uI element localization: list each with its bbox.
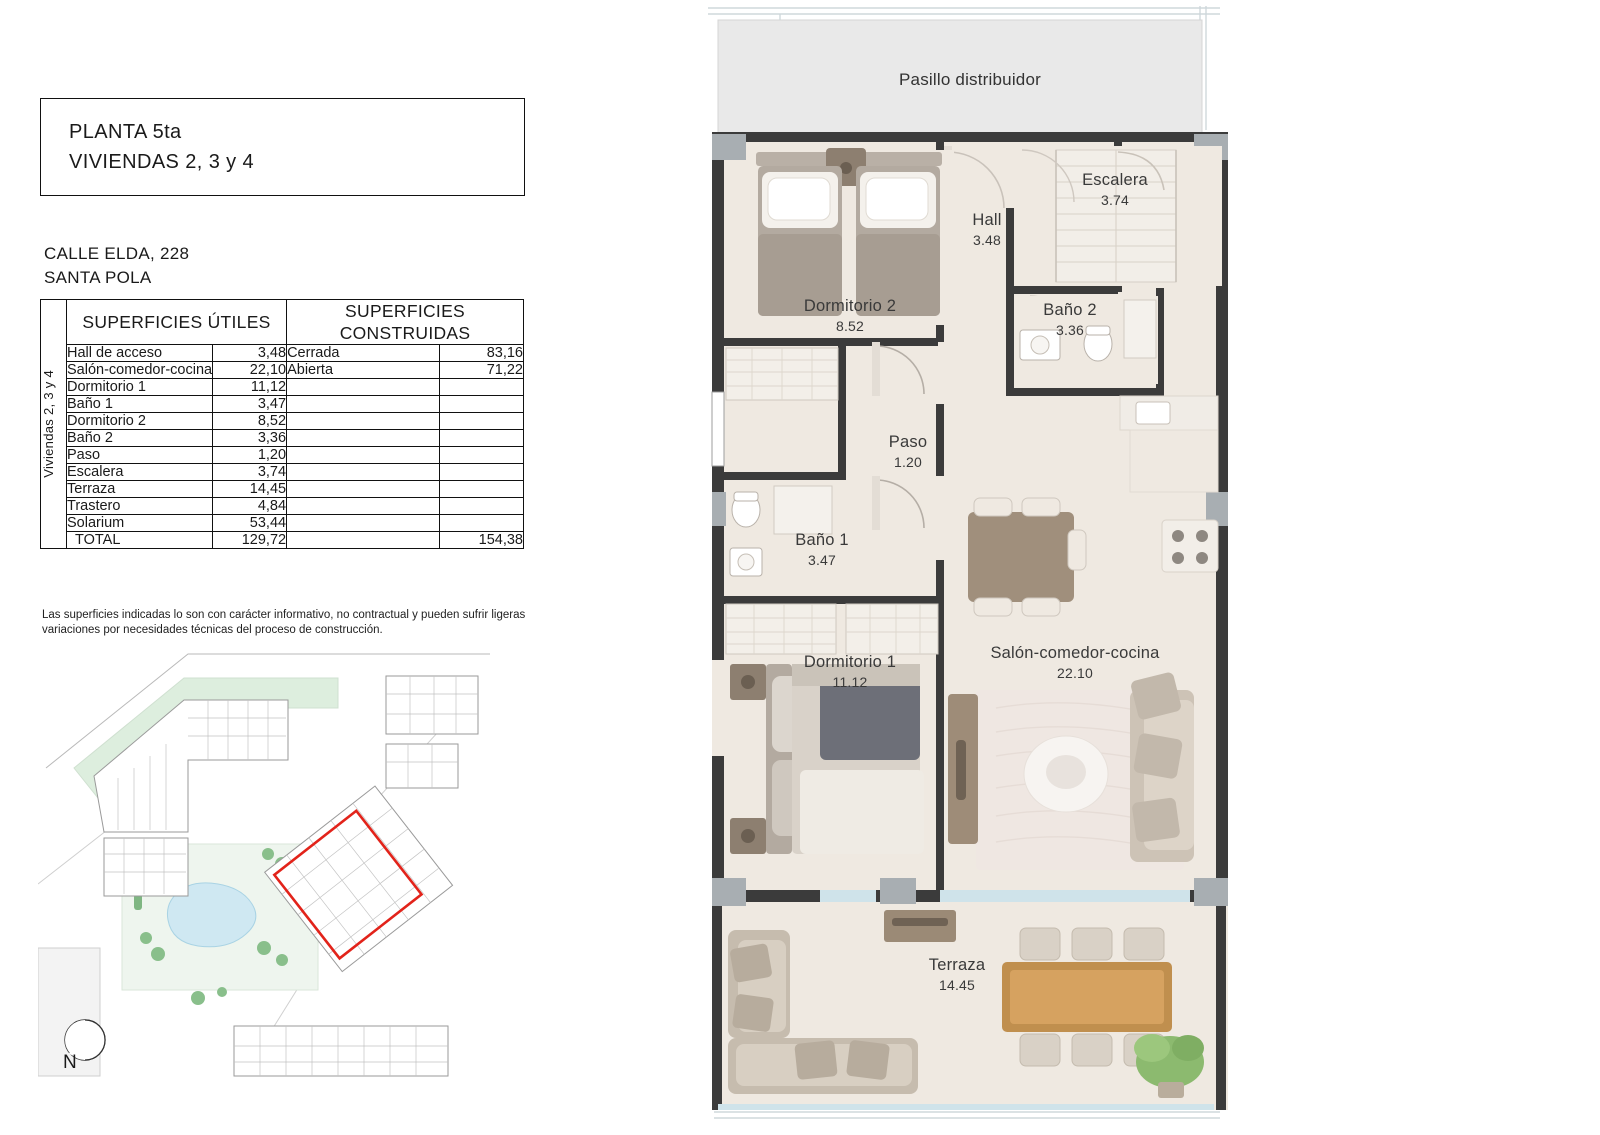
table-row [41,447,524,464]
title-box [40,98,525,196]
total-label: TOTAL [67,532,213,549]
built-row-value: 71,22 [440,362,524,379]
surfaces-table [40,299,524,549]
plan-units-title: VIVIENDAS 2, 3 y 4 [69,151,255,173]
row-value: 22,10 [213,362,287,379]
label-bano-2: Baño 2 3.36 [1043,301,1097,338]
table-side-label: Viviendas 2, 3 y 4 [41,370,56,478]
label-dormitorio-2: Dormitorio 2 8.52 [803,297,897,334]
table-row [41,464,524,481]
empty-cell [287,413,440,430]
table-header-useful: SUPERFICIES ÚTILES [67,300,287,345]
empty-cell [440,413,524,430]
row-name: Salón-comedor-cocina [67,362,213,378]
label-paso: Paso 1.20 [888,433,928,470]
row-name: Solarium [67,515,213,532]
table-row [41,498,524,515]
address-city: SANTA POLA [44,268,152,287]
row-name: Hall de acceso [67,345,213,362]
disclaimer-note: Las superficies indicadas lo son con carácter informativo, no contractual y pueden sufrir ligeras variaciones por necesidades técnicas del proceso de construcción. [42,609,526,636]
total-useful: 129,72 [213,532,287,549]
row-value: 8,52 [213,413,287,430]
table-row [41,430,524,447]
table-side-label-cell [41,300,67,549]
address-street: CALLE ELDA, 228 [44,244,190,263]
row-name: Escalera [67,464,213,481]
label-terraza: Terraza 14.45 [928,956,986,993]
row-value: 53,44 [213,515,287,532]
table-row [41,362,524,379]
empty-cell [287,430,440,447]
label-salon-comedor-cocina: Salón-comedor-cocina 22.10 [990,644,1160,681]
row-value: 1,20 [213,447,287,464]
empty-cell [287,379,440,396]
empty-cell [440,447,524,464]
empty-cell [287,481,440,498]
row-name: Trastero [67,498,213,515]
empty-cell [287,498,440,515]
row-name: Dormitorio 1 [67,379,213,396]
row-value: 3,74 [213,464,287,481]
label-escalera: Escalera 3.74 [1082,171,1148,208]
row-value: 4,84 [213,498,287,515]
row-value: 3,36 [213,430,287,447]
row-name: Baño 1 [67,396,213,413]
table-total-row [41,532,524,549]
table-row [41,396,524,413]
empty-cell [440,498,524,515]
empty-cell [287,532,440,549]
built-row-value: 83,16 [440,345,524,362]
compass-north-label: N [63,1052,77,1073]
empty-cell [287,447,440,464]
row-value: 14,45 [213,481,287,498]
row-name: Paso [67,447,213,464]
row-name: Baño 2 [67,430,213,447]
empty-cell [440,515,524,532]
label-hall: Hall 3.48 [972,211,1002,248]
row-value: 3,47 [213,396,287,413]
row-value: 3,48 [213,345,287,362]
table-row [41,379,524,396]
empty-cell [287,464,440,481]
floor-plan [700,0,1600,1130]
label-bano-1: Baño 1 3.47 [795,531,849,568]
empty-cell [287,396,440,413]
table-header-built: SUPERFICIES CONSTRUIDAS [287,300,524,345]
total-built: 154,38 [440,532,524,549]
address-block [44,242,189,290]
empty-cell [440,379,524,396]
empty-cell [440,430,524,447]
row-name: Dormitorio 2 [67,413,213,430]
table-row [41,515,524,532]
row-name: Terraza [67,481,213,498]
table-row [41,345,524,362]
label-dormitorio-1: Dormitorio 1 11.12 [803,653,897,690]
empty-cell [440,396,524,413]
empty-cell [440,481,524,498]
table-row [41,481,524,498]
info-panel [0,0,700,1130]
row-value: 11,12 [213,379,287,396]
label-pasillo-distribuidor: Pasillo distribuidor [899,70,1041,89]
built-row-name: Abierta [287,362,440,379]
empty-cell [440,464,524,481]
table-row [41,413,524,430]
built-row-name: Cerrada [287,345,440,362]
empty-cell [287,515,440,532]
plan-floor-title: PLANTA 5ta [69,121,182,143]
